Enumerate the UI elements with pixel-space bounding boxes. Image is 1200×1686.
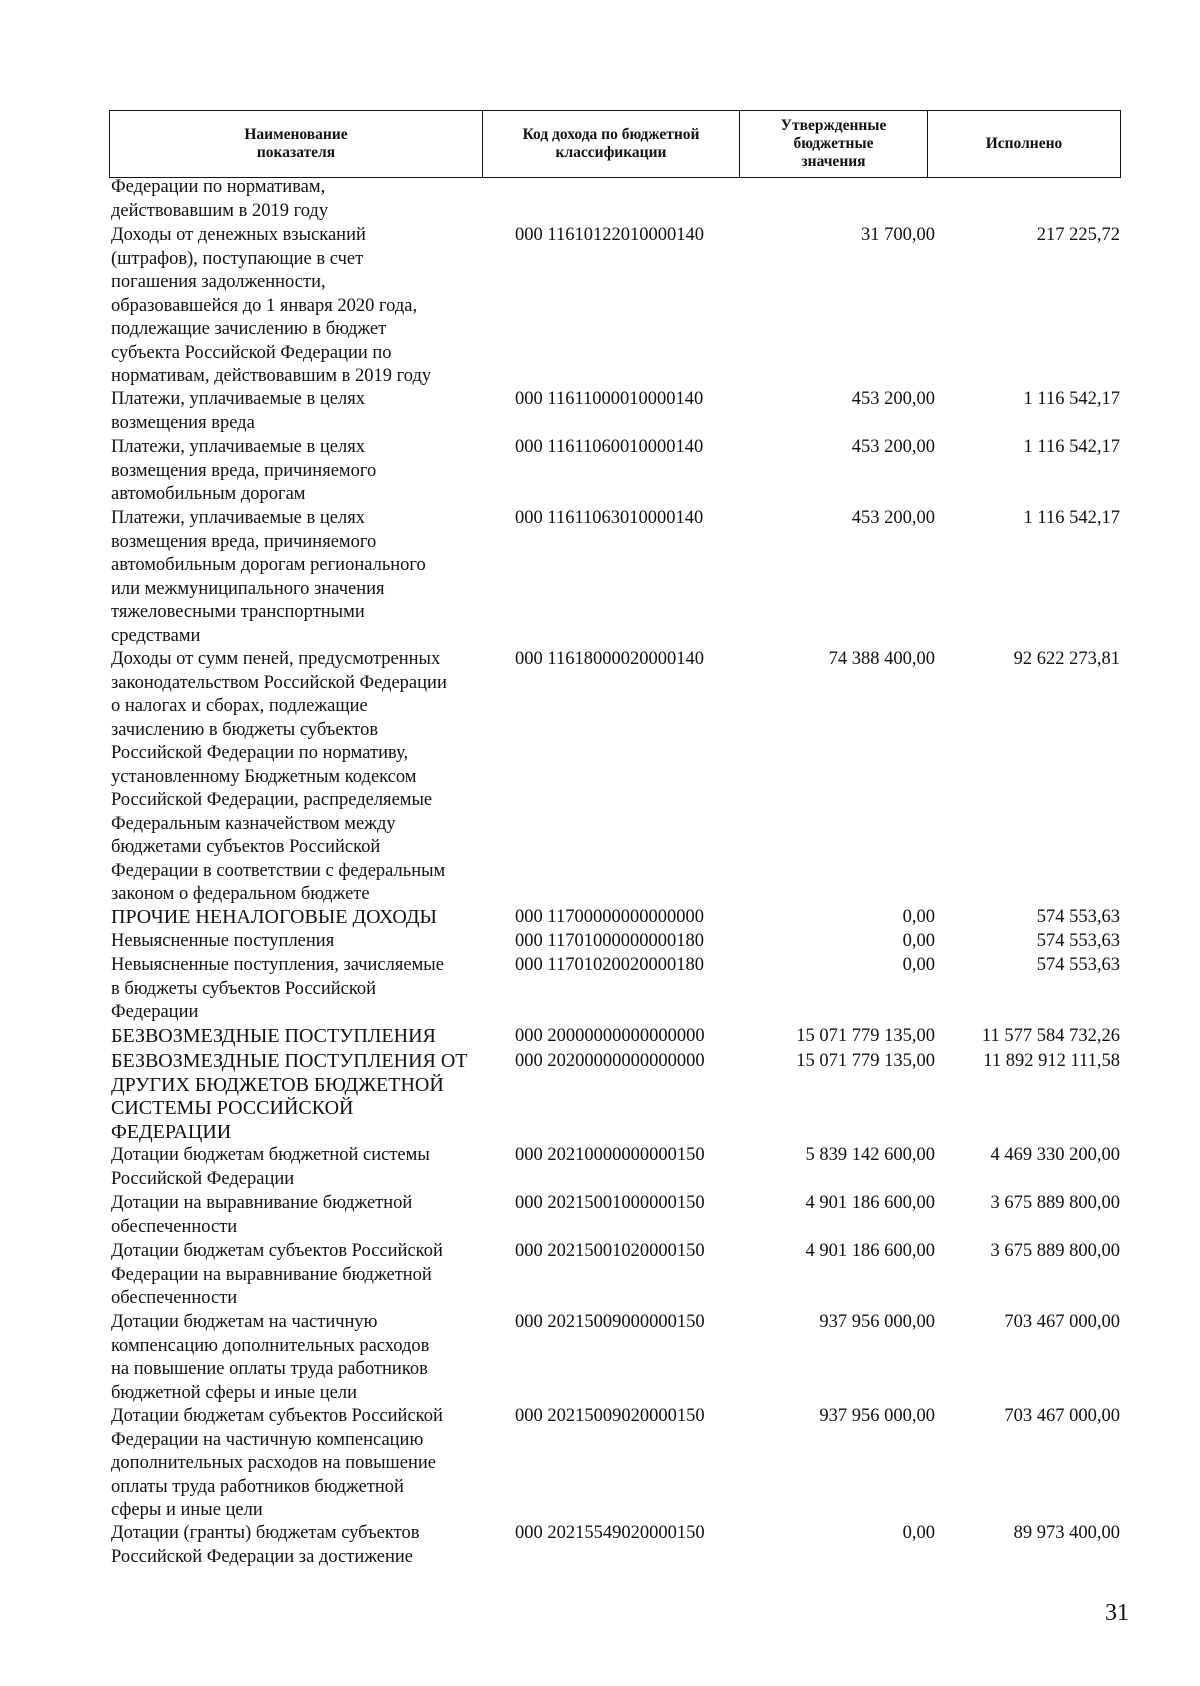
row-name: Федерации по нормативам, действовавшим в 2019 году [111, 177, 329, 221]
row-name: Доходы от сумм пеней, предусмотренных законодательством Российской Федерации о налогах и сборах, подлежащие зачислению в бюджеты субъектов Российской Федерации по нормативу, установленному Бюджетным кодексом Российской Федерации, распределяемые Федеральным казначейством между бюджетами субъектов Российской Федерации в соответствии с федеральным законом о федеральном бюджете [111, 649, 447, 904]
row-code: 000 20215009020000150 [515, 1406, 705, 1426]
row-code: 000 11611060010000140 [515, 437, 704, 457]
header-executed: Исполнено [985, 135, 1063, 152]
row-approved: 0,00 [902, 907, 935, 927]
row-executed: 1 116 542,17 [1023, 389, 1120, 409]
row-executed: 703 467 000,00 [1004, 1312, 1120, 1332]
row-executed: 11 892 912 111,58 [983, 1051, 1120, 1071]
row-approved: 31 700,00 [861, 225, 935, 245]
row-approved: 4 901 186 600,00 [805, 1193, 935, 1213]
row-code: 000 20215001020000150 [515, 1241, 705, 1261]
row-name: Платежи, уплачиваемые в целях возмещения вреда, причиняемого автомобильным дорогам регионального или межмуниципального значения тяжеловесными транспортными средствами [111, 508, 426, 646]
row-code: 000 20210000000000150 [515, 1145, 705, 1165]
row-approved: 937 956 000,00 [819, 1312, 935, 1332]
row-code: 000 11611063010000140 [515, 508, 704, 528]
row-executed: 3 675 889 800,00 [990, 1193, 1120, 1213]
page-number: 31 [1105, 1600, 1129, 1626]
row-executed: 92 622 273,81 [1013, 649, 1120, 669]
row-approved: 453 200,00 [851, 508, 935, 528]
row-approved: 4 901 186 600,00 [805, 1241, 935, 1261]
row-executed: 217 225,72 [1036, 225, 1120, 245]
row-name: Платежи, уплачиваемые в целях возмещения вреда [111, 389, 365, 433]
row-code: 000 20215549020000150 [515, 1523, 705, 1543]
row-code: 000 11610122010000140 [515, 225, 704, 245]
row-name: Доходы от денежных взысканий (штрафов), поступающие в счет погашения задолженности, образовавшейся до 1 января 2020 года, подлежащие зачислению в бюджет субъекта Российской Федерации по нормативам, действовавшим в 2019 году [111, 225, 432, 386]
row-executed: 574 553,63 [1036, 907, 1120, 927]
row-code: 000 11618000020000140 [515, 649, 704, 669]
row-approved: 74 388 400,00 [828, 649, 935, 669]
row-executed: 4 469 330 200,00 [990, 1145, 1120, 1165]
row-name: Дотации бюджетам бюджетной системы Российской Федерации [111, 1145, 430, 1189]
row-executed: 1 116 542,17 [1023, 437, 1120, 457]
row-name: Дотации бюджетам на частичную компенсацию дополнительных расходов на повышение оплаты труда работников бюджетной сферы и иные цели [111, 1312, 430, 1403]
row-name: ПРОЧИЕ НЕНАЛОГОВЫЕ ДОХОДЫ [111, 906, 437, 928]
row-code: 000 20215001000000150 [515, 1193, 705, 1213]
row-approved: 15 071 779 135,00 [796, 1026, 935, 1046]
row-name: Дотации бюджетам субъектов Российской Федерации на частичную компенсацию дополнительных расходов на повышение оплаты труда работников бюджетной сферы и иные цели [111, 1406, 443, 1520]
row-name: Невыясненные поступления [111, 931, 335, 951]
row-name: БЕЗВОЗМЕЗДНЫЕ ПОСТУПЛЕНИЯ [111, 1025, 436, 1047]
row-code: 000 11611000010000140 [515, 389, 704, 409]
header-approved-values: Утвержденные бюджетные значения [740, 111, 928, 177]
row-code: 000 11700000000000000 [515, 907, 704, 927]
row-executed: 11 577 584 732,26 [981, 1026, 1120, 1046]
row-approved: 453 200,00 [851, 437, 935, 457]
row-approved: 5 839 142 600,00 [805, 1145, 935, 1165]
row-code: 000 11701020020000180 [515, 955, 704, 975]
row-approved: 0,00 [902, 1523, 935, 1543]
row-executed: 703 467 000,00 [1004, 1406, 1120, 1426]
row-code: 000 20200000000000000 [515, 1051, 705, 1071]
row-name: Дотации бюджетам субъектов Российской Федерации на выравнивание бюджетной обеспеченности [111, 1241, 443, 1308]
row-name: Невыясненные поступления, зачисляемые в бюджеты субъектов Российской Федерации [111, 955, 444, 1022]
table-header [109, 110, 1121, 178]
row-name: Платежи, уплачиваемые в целях возмещения вреда, причиняемого автомобильным дорогам [111, 437, 377, 504]
row-approved: 937 956 000,00 [819, 1406, 935, 1426]
row-executed: 3 675 889 800,00 [990, 1241, 1120, 1261]
row-executed: 574 553,63 [1036, 931, 1120, 951]
row-name: Дотации на выравнивание бюджетной обеспеченности [111, 1193, 413, 1237]
row-code: 000 20215009000000150 [515, 1312, 705, 1332]
row-executed: 1 116 542,17 [1023, 508, 1120, 528]
row-code: 000 11701000000000180 [515, 931, 704, 951]
row-name: БЕЗВОЗМЕЗДНЫЕ ПОСТУПЛЕНИЯ ОТ ДРУГИХ БЮДЖЕТОВ БЮДЖЕТНОЙ СИСТЕМЫ РОССИЙСКОЙ ФЕДЕРАЦИИ [111, 1050, 468, 1143]
row-name: Дотации (гранты) бюджетам субъектов Российской Федерации за достижение [111, 1523, 420, 1567]
row-approved: 15 071 779 135,00 [796, 1051, 935, 1071]
header-income-code: Код дохода по бюджетной классификации [483, 111, 740, 177]
row-executed: 574 553,63 [1036, 955, 1120, 975]
header-indicator-name: Наименование показателя [110, 111, 483, 177]
row-approved: 0,00 [902, 931, 935, 951]
row-approved: 453 200,00 [851, 389, 935, 409]
row-approved: 0,00 [902, 955, 935, 975]
row-code: 000 20000000000000000 [515, 1026, 705, 1046]
row-executed: 89 973 400,00 [1013, 1523, 1120, 1543]
